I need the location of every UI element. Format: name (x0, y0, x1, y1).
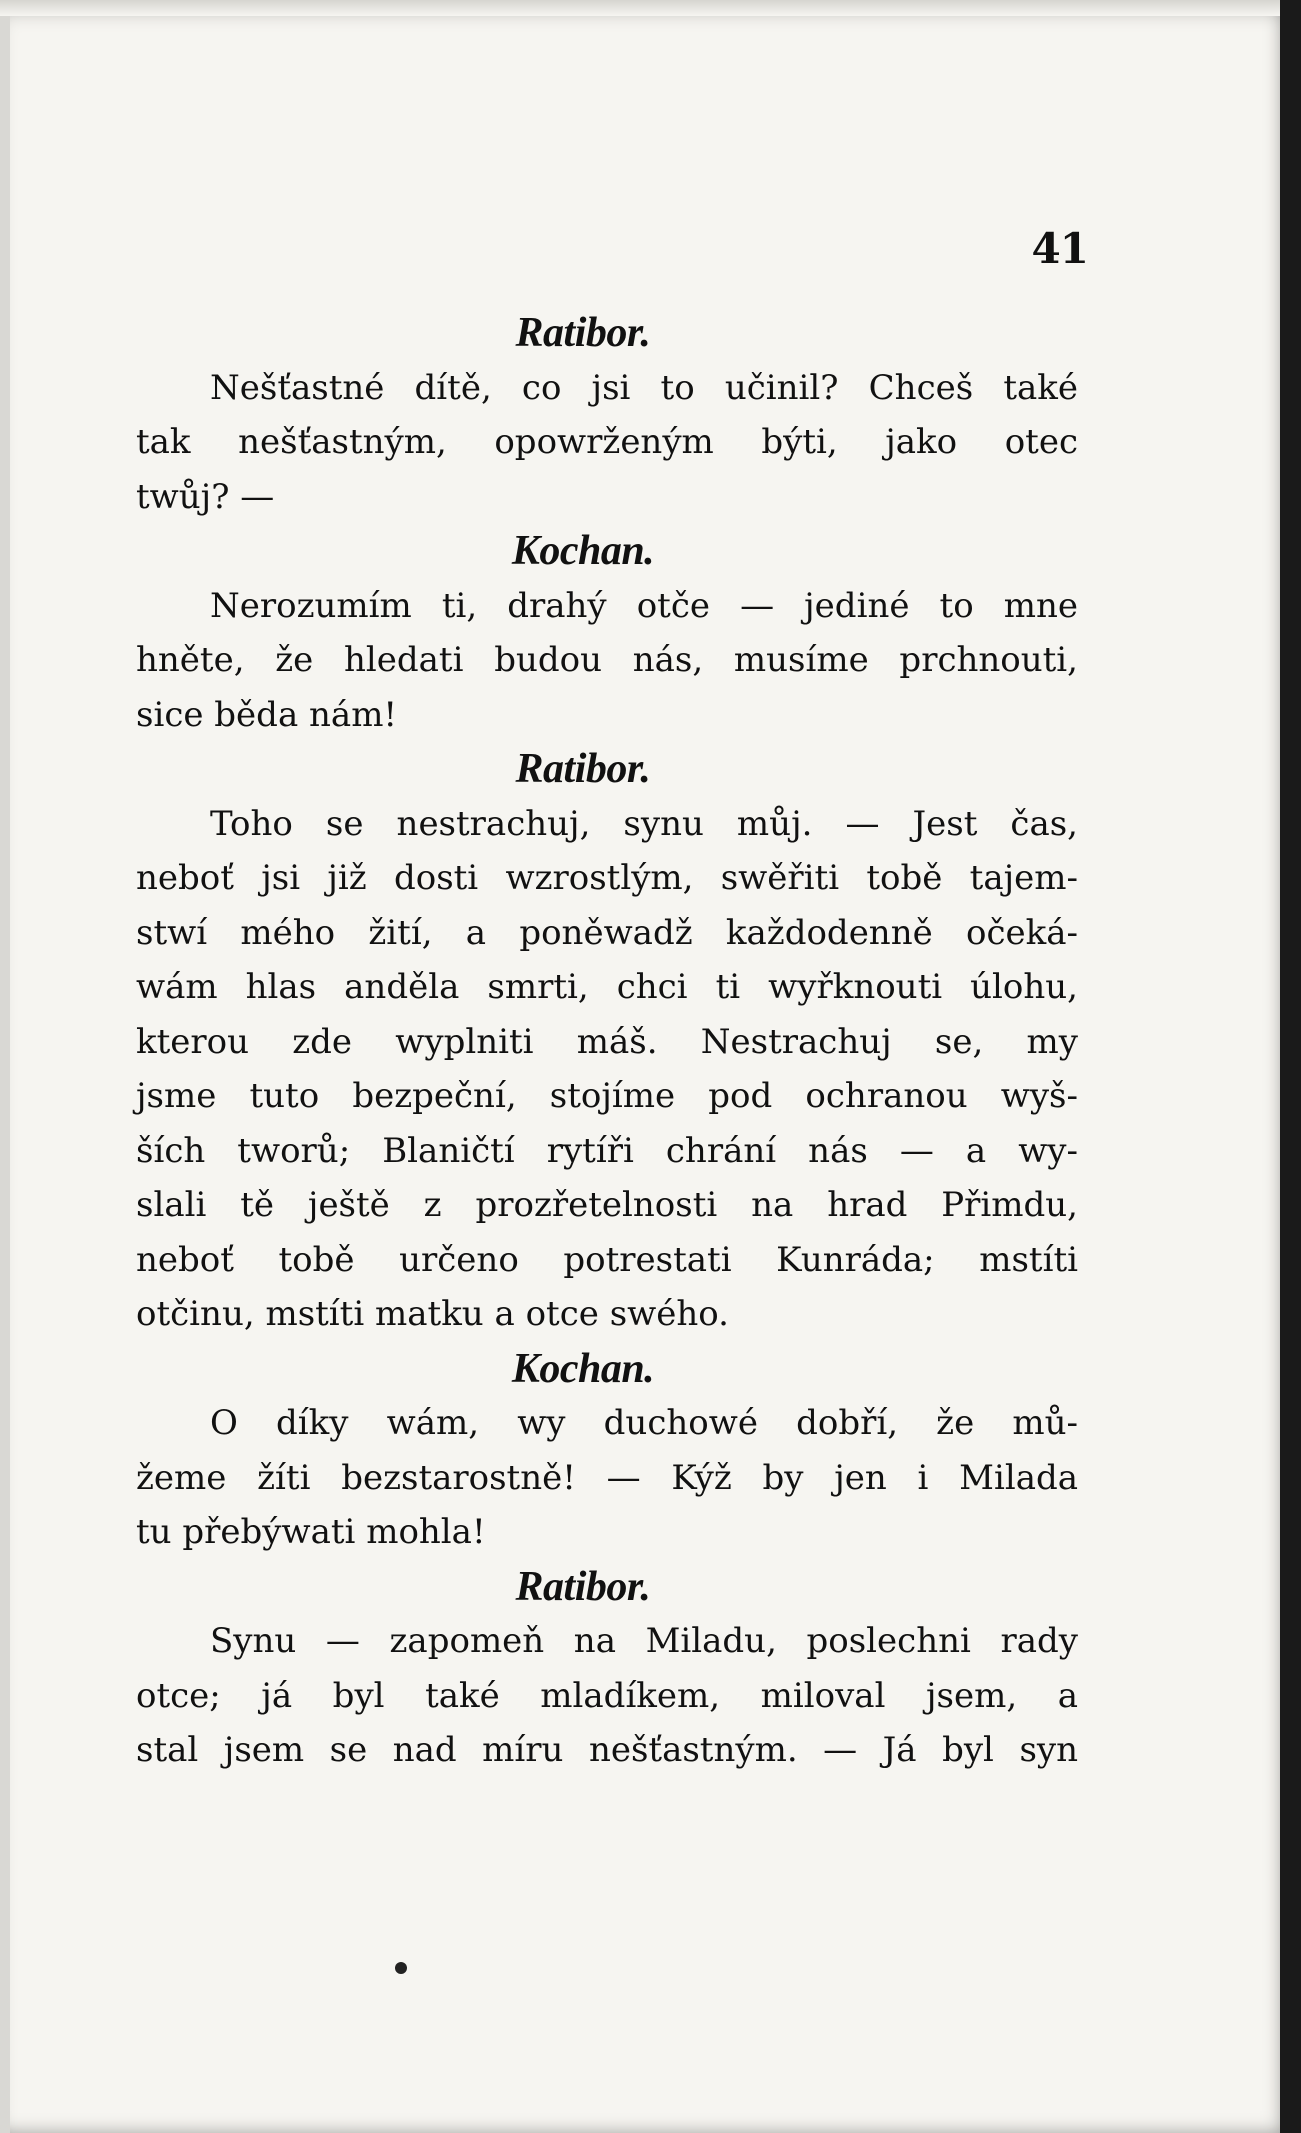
text-line: stwí mého žití, a poněwadž každodenně očeká- (136, 912, 1078, 953)
text-line: žeme žíti bezstarostně! — Kýž by jen i Milada (136, 1457, 1078, 1498)
text-line: Nešťastné dítě, co jsi to učinil? Chceš také (210, 367, 1078, 408)
text-line: O díky wám, wy duchowé dobří, že mů- (210, 1403, 1078, 1443)
page-edge-left (0, 0, 10, 2133)
text-line: twůj? — (136, 476, 275, 517)
text-line: tu přebýwati mohla! (136, 1512, 486, 1552)
text-line: neboť tobě určeno potrestati Kunráda; mstíti (136, 1239, 1078, 1280)
scan-border-right (1280, 0, 1301, 2133)
text-line: neboť jsi již dosti wzrostlým, swěřiti tobě tajem- (136, 858, 1078, 898)
text-line: jsme tuto bezpeční, stojíme pod ochranou wyš- (136, 1076, 1078, 1116)
text-line: wám hlas anděla smrti, chci ti wyřknouti úlohu, (136, 967, 1078, 1007)
dialogue-text (136, 306, 1078, 1778)
text-line: slali tě ještě z prozřetelnosti na hrad Přimdu, (136, 1185, 1078, 1225)
speaker-kochan: Kochan. (511, 1345, 655, 1392)
speaker-ratibor: Ratibor. (515, 1563, 651, 1610)
text-line: Synu — zapomeň na Miladu, poslechni rady (210, 1621, 1078, 1661)
speaker-ratibor: Ratibor. (515, 310, 651, 356)
text-line: tak nešťastným, opowrženým býti, jako otec (136, 422, 1078, 462)
text-line: hněte, že hledati budou nás, musíme prchnouti, (136, 640, 1078, 680)
text-line: stal jsem se nad míru nešťastným. — Já byl syn (136, 1730, 1078, 1770)
text-line: Toho se nestrachuj, synu můj. — Jest čas, (210, 803, 1078, 844)
speaker-kochan: Kochan. (511, 528, 655, 574)
page-edge-top (0, 0, 1292, 16)
ink-dot-mark (395, 1962, 407, 1974)
text-line: Nerozumím ti, drahý otče — jediné to mne (210, 585, 1078, 626)
text-line: ších tworů; Blaničtí rytíři chrání nás — a wy- (136, 1130, 1078, 1171)
speaker-ratibor: Ratibor. (515, 746, 651, 792)
text-line: sice běda nám! (136, 694, 398, 735)
text-line: otčinu, mstíti matku a otce swého. (136, 1294, 729, 1334)
text-line: otce; já byl také mladíkem, miloval jsem, a (136, 1675, 1078, 1716)
page-number: 41 (1031, 224, 1088, 273)
text-line: kterou zde wyplniti máš. Nestrachuj se, my (136, 1021, 1078, 1062)
